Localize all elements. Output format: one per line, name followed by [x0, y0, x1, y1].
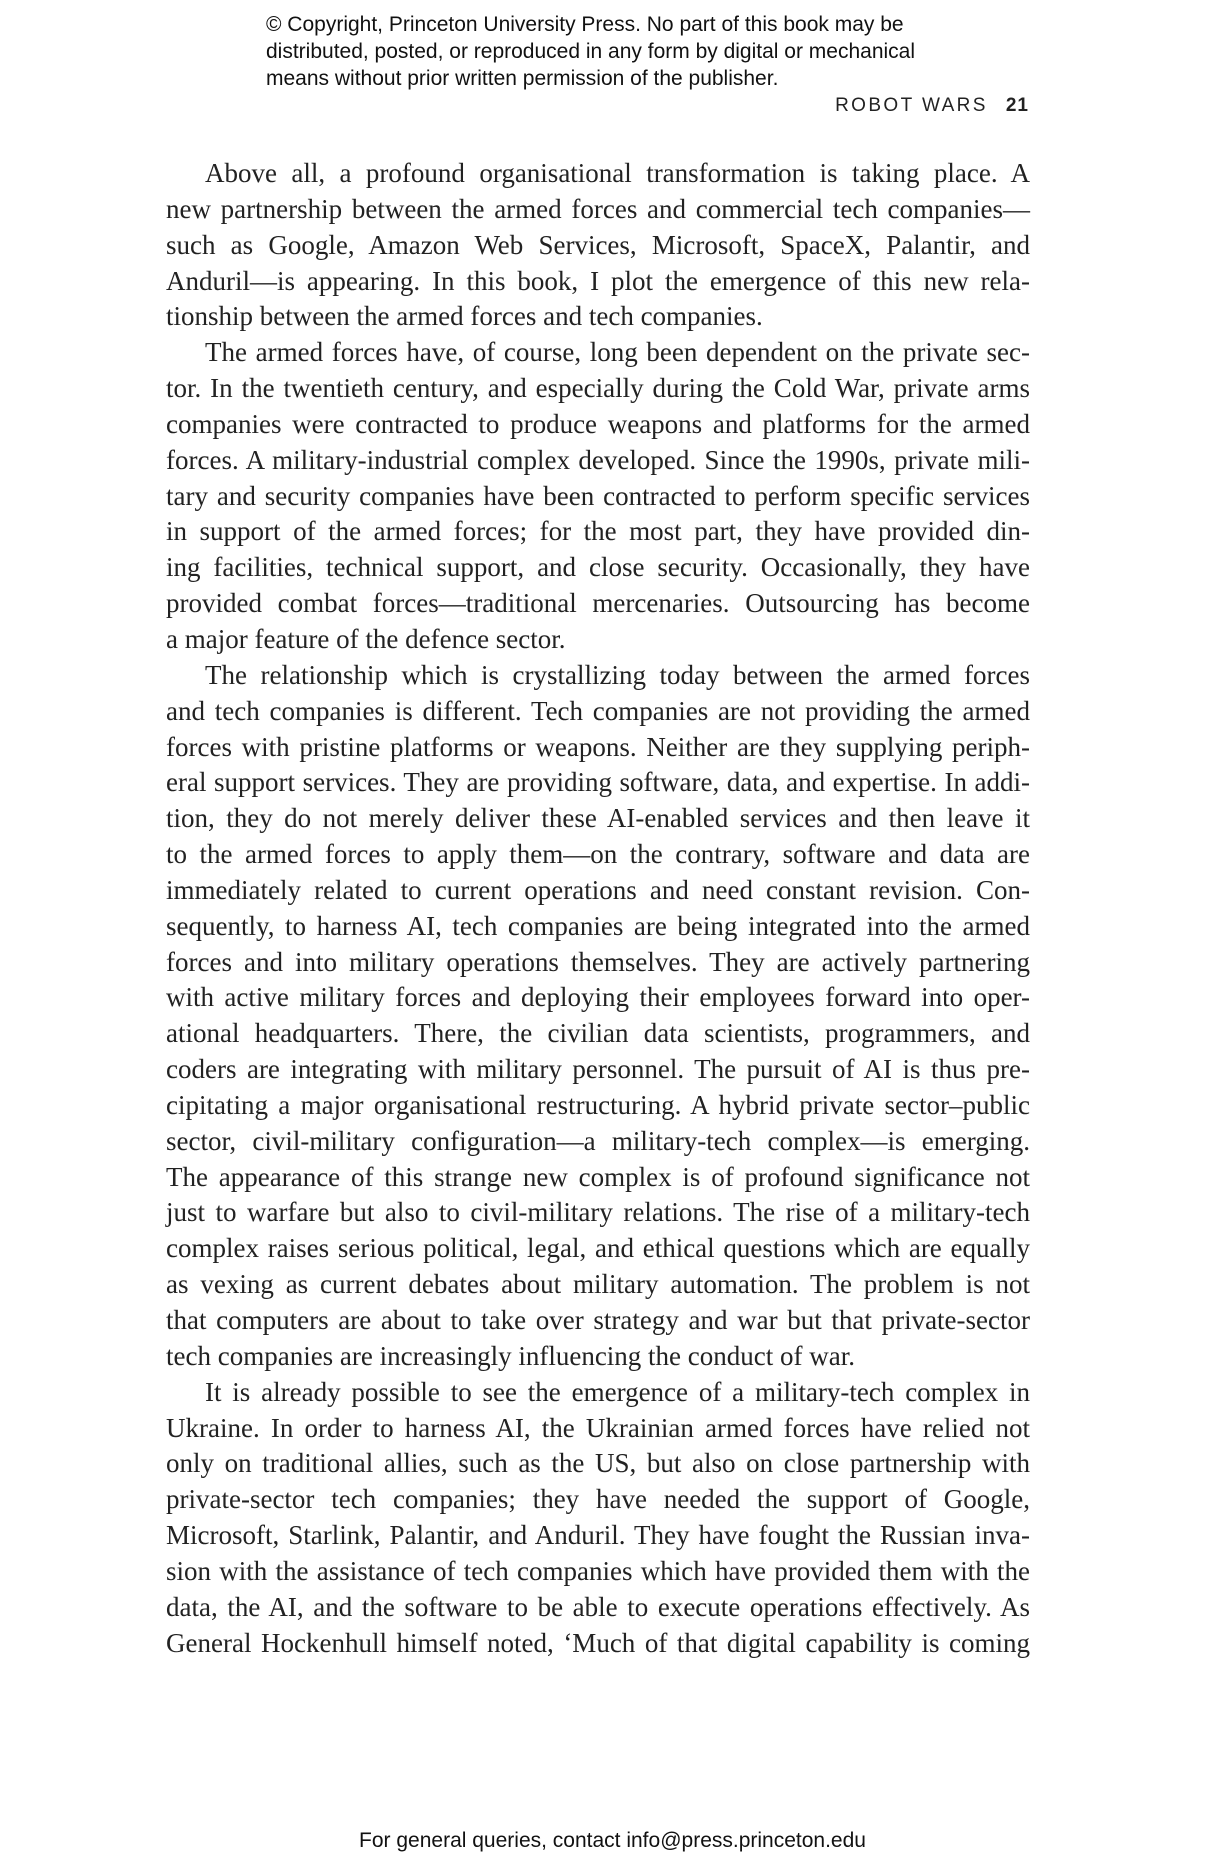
text-line: in support of the armed forces; for the most part, they have provided din- [166, 516, 1030, 547]
text-line: The armed forces have, of course, long been dependent on the private sec- [205, 337, 1030, 368]
paragraph [166, 335, 1030, 658]
text-line: The relationship which is crystallizing today between the armed forces [205, 659, 1030, 690]
text-line: Anduril—is appearing. In this book, I plot the emergence of this new rela- [166, 265, 1030, 296]
text-line: complex raises serious political, legal, and ethical questions which are equally [166, 1233, 1030, 1264]
running-head [835, 95, 1029, 117]
copyright-line: distributed, posted, or reproduced in any form by digital or mechanical [266, 40, 916, 63]
text-line: as vexing as current debates about military automation. The problem is not [166, 1269, 1030, 1300]
running-head-title: ROBOT WARS [835, 95, 988, 116]
paragraph [166, 658, 1030, 1375]
text-line: tion, they do not merely deliver these AI-enabled services and then leave it [166, 803, 1030, 834]
text-line: eral support services. They are providing software, data, and expertise. In addi- [166, 767, 1030, 798]
text-line: only on traditional allies, such as the US, but also on close partnership with [166, 1448, 1030, 1479]
text-line: It is already possible to see the emergence of a military-tech complex in [205, 1376, 1030, 1407]
copyright-notice [266, 11, 1026, 92]
paragraph [166, 156, 1030, 335]
text-line: sector, civil-military configuration—a military-tech complex—is emerging. [166, 1125, 1030, 1156]
text-line: Above all, a profound organisational transformation is taking place. A [205, 158, 1030, 188]
text-line: just to warfare but also to civil-military relations. The rise of a military-tech [166, 1197, 1030, 1228]
text-line: immediately related to current operations and need constant revision. Con- [166, 874, 1030, 905]
text-line: coders are integrating with military personnel. The pursuit of AI is thus pre- [166, 1054, 1030, 1085]
text-line: sequently, to harness AI, tech companies are being integrated into the armed [166, 910, 1030, 941]
body-text [166, 156, 1030, 1661]
text-line: private-sector tech companies; they have needed the support of Google, [166, 1484, 1030, 1515]
copyright-line: means without prior written permission of the publisher. [266, 67, 779, 90]
text-line: tor. In the twentieth century, and especially during the Cold War, private arms [166, 373, 1030, 404]
text-line: data, the AI, and the software to be able to execute operations effectively. As [166, 1591, 1030, 1622]
paragraph [166, 1375, 1030, 1662]
text-line: forces with pristine platforms or weapons. Neither are they supplying periph- [166, 731, 1030, 762]
text-line: companies were contracted to produce weapons and platforms for the armed [166, 408, 1030, 439]
text-line: new partnership between the armed forces and commercial tech companies— [166, 193, 1030, 224]
text-line: and tech companies is different. Tech companies are not providing the armed [166, 695, 1030, 726]
text-line: tech companies are increasingly influencing the conduct of war. [166, 1340, 855, 1371]
text-line: ational headquarters. There, the civilian data scientists, programmers, and [166, 1018, 1030, 1049]
text-line: such as Google, Amazon Web Services, Microsoft, SpaceX, Palantir, and [166, 229, 1030, 260]
text-line: that computers are about to take over strategy and war but that private-sector [166, 1305, 1030, 1335]
footer-contact: For general queries, contact info@press.princeton.edu [359, 1829, 866, 1852]
text-line: cipitating a major organisational restructuring. A hybrid private sector–public [166, 1089, 1030, 1120]
text-line: sion with the assistance of tech companies which have provided them with the [166, 1555, 1030, 1586]
text-line: The appearance of this strange new complex is of profound significance not [166, 1161, 1030, 1192]
text-line: forces. A military-industrial complex developed. Since the 1990s, private mili- [166, 444, 1030, 475]
text-line: tary and security companies have been contracted to perform specific services [166, 480, 1030, 511]
copyright-line: © Copyright, Princeton University Press. No part of this book may be [266, 13, 904, 36]
text-line: a major feature of the defence sector. [166, 623, 566, 654]
text-line: with active military forces and deploying their employees forward into oper- [166, 982, 1030, 1013]
text-line: General Hockenhull himself noted, ‘Much of that digital capability is coming [166, 1627, 1030, 1658]
text-line: Ukraine. In order to harness AI, the Ukrainian armed forces have relied not [166, 1412, 1030, 1443]
text-line: to the armed forces to apply them—on the contrary, software and data are [166, 839, 1030, 870]
text-line: tionship between the armed forces and tech companies. [166, 301, 763, 332]
text-line: forces and into military operations themselves. They are actively partnering [166, 946, 1030, 977]
text-line: Microsoft, Starlink, Palantir, and Anduril. They have fought the Russian inva- [166, 1520, 1030, 1551]
text-line: provided combat forces—traditional mercenaries. Outsourcing has become [166, 588, 1030, 619]
text-line: ing facilities, technical support, and close security. Occasionally, they have [166, 552, 1030, 583]
page-number: 21 [1005, 95, 1029, 116]
